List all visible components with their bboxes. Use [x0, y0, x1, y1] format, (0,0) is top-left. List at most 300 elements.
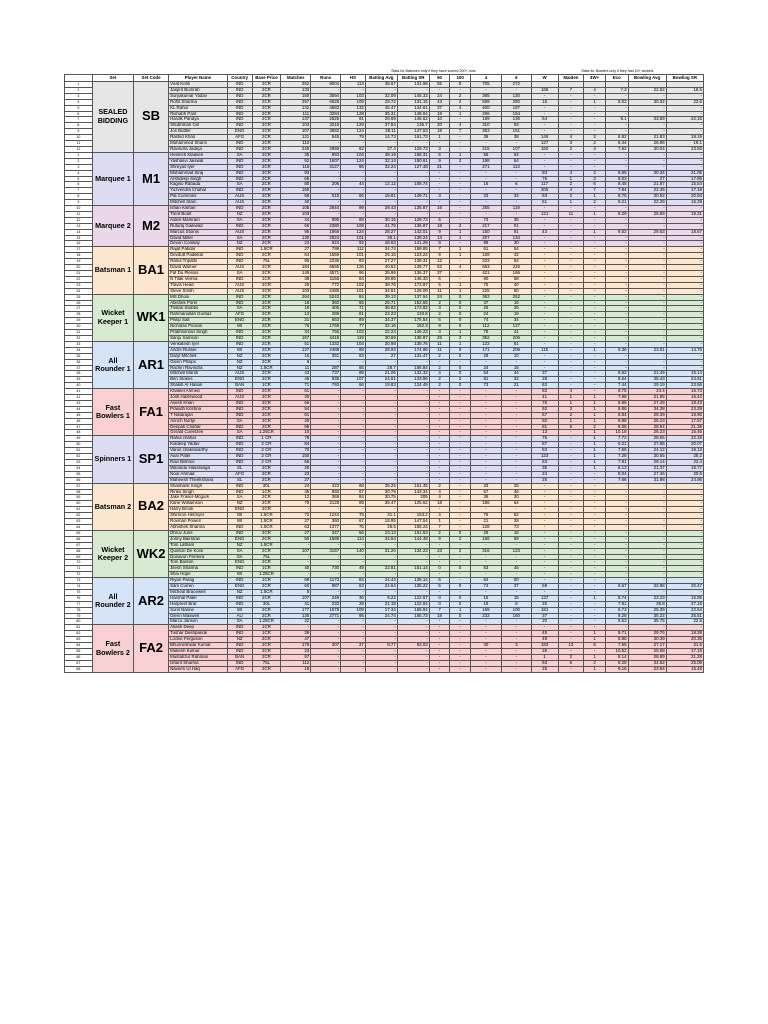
- base-price-cell: 2CR: [252, 164, 281, 170]
- stat-cell: 25.5: [365, 524, 397, 530]
- stat-cell: -: [429, 619, 450, 625]
- country-cell: IND: [227, 442, 252, 448]
- serial-cell: 9: [65, 200, 93, 206]
- stat-cell: 23: [281, 241, 311, 247]
- player-name-cell: Tom Banton: [169, 560, 228, 566]
- stat-cell: -: [628, 217, 666, 223]
- header-cell: Player Name: [169, 75, 228, 82]
- set-name-cell: Wicket Keeper 2: [92, 530, 133, 577]
- stat-cell: 8.74: [605, 595, 628, 601]
- stat-cell: 38.67: [365, 82, 397, 88]
- country-cell: IND: [227, 412, 252, 418]
- base-price-cell: 2CR: [252, 666, 281, 672]
- base-price-cell: 2CR: [252, 176, 281, 182]
- stat-cell: 316: [470, 548, 501, 554]
- stat-cell: 27: [628, 176, 666, 182]
- stat-cell: 11: [429, 288, 450, 294]
- stat-cell: -: [605, 353, 628, 359]
- stat-cell: -: [470, 660, 501, 666]
- player-name-cell: T Natarajan: [169, 412, 228, 418]
- stat-cell: 6565: [311, 265, 341, 271]
- stat-cell: -: [605, 507, 628, 513]
- stat-cell: 272: [501, 82, 531, 88]
- stat-cell: 35.25: [365, 483, 397, 489]
- stat-cell: -: [501, 465, 531, 471]
- stat-cell: -: [628, 554, 666, 560]
- stat-cell: 8.21: [605, 200, 628, 206]
- stat-cell: -: [470, 572, 501, 578]
- stat-cell: 80: [281, 182, 311, 188]
- base-price-cell: 2CR: [252, 194, 281, 200]
- base-price-cell: 2 CR: [252, 448, 281, 454]
- stat-cell: 37: [501, 584, 531, 590]
- stat-cell: 150: [281, 93, 311, 99]
- stat-cell: 5: [429, 282, 450, 288]
- stat-cell: -: [628, 93, 666, 99]
- stat-cell: -: [450, 649, 471, 655]
- serial-cell: 3: [65, 164, 93, 170]
- stat-cell: 138.76: [397, 341, 429, 347]
- stat-cell: -: [341, 400, 366, 406]
- stat-cell: 1: [450, 152, 471, 158]
- stat-cell: 15.14: [666, 371, 703, 377]
- player-name-cell: Akash Deep: [169, 625, 228, 631]
- stat-cell: 3: [584, 176, 606, 182]
- stat-cell: -: [365, 400, 397, 406]
- stat-cell: -: [584, 572, 606, 578]
- stat-cell: -: [341, 389, 366, 395]
- player-name-cell: Dhruv Jurel: [169, 530, 228, 536]
- stat-cell: -: [558, 241, 584, 247]
- stat-cell: -: [311, 359, 341, 365]
- stat-cell: -: [450, 276, 471, 282]
- stat-cell: -: [470, 412, 501, 418]
- stat-cell: -: [584, 365, 606, 371]
- stat-cell: -: [450, 448, 471, 454]
- stat-cell: 8.64: [605, 377, 628, 383]
- stat-cell: -: [558, 353, 584, 359]
- serial-cell: 46: [65, 418, 93, 424]
- stat-cell: 2: [429, 383, 450, 389]
- stat-cell: 28.69: [365, 117, 397, 123]
- stat-cell: 81: [531, 424, 558, 430]
- stat-cell: 24: [429, 93, 450, 99]
- player-name-cell: Shimron Hetmyer: [169, 513, 228, 519]
- stat-cell: 6: [501, 182, 531, 188]
- stat-cell: 10.18: [605, 430, 628, 436]
- stat-cell: 23.01: [628, 347, 666, 353]
- stat-cell: -: [531, 217, 558, 223]
- stat-cell: -: [341, 176, 366, 182]
- stat-cell: -: [429, 625, 450, 631]
- stat-cell: 37.84: [365, 123, 397, 129]
- stat-cell: -: [365, 412, 397, 418]
- stat-cell: -: [584, 507, 606, 513]
- set-name-cell: Batsman 2: [92, 483, 133, 530]
- stat-cell: -: [628, 353, 666, 359]
- stat-cell: -: [311, 436, 341, 442]
- stat-cell: 28.43: [365, 206, 397, 212]
- stat-cell: 924: [311, 241, 341, 247]
- stat-cell: 147.54: [397, 519, 429, 525]
- stat-cell: -: [628, 589, 666, 595]
- stat-cell: 56: [470, 152, 501, 158]
- stat-cell: -: [605, 495, 628, 501]
- stat-cell: -: [531, 259, 558, 265]
- stat-cell: 24.74: [365, 613, 397, 619]
- stat-cell: 25: [531, 601, 558, 607]
- stat-cell: -: [429, 649, 450, 655]
- stat-cell: -: [365, 666, 397, 672]
- stat-cell: -: [558, 548, 584, 554]
- stat-cell: 37: [429, 271, 450, 277]
- stat-cell: -: [365, 454, 397, 460]
- stat-cell: 1: [584, 211, 606, 217]
- stat-cell: 1: [584, 654, 606, 660]
- set-code-cell: FA2: [134, 625, 169, 672]
- stat-cell: -: [558, 536, 584, 542]
- stat-cell: -: [311, 619, 341, 625]
- stat-cell: 29.76: [628, 631, 666, 637]
- stat-cell: 23.23: [628, 595, 666, 601]
- stat-cell: -: [605, 341, 628, 347]
- player-name-cell: Jonny Bairstow: [169, 536, 228, 542]
- stat-cell: 0: [450, 613, 471, 619]
- stat-cell: 4: [450, 265, 471, 271]
- base-price-cell: 1CR: [252, 276, 281, 282]
- stat-cell: 21.85: [628, 395, 666, 401]
- player-name-cell: Ravi Bishnoi: [169, 460, 228, 466]
- player-name-cell: Andre Russel: [169, 347, 228, 353]
- country-cell: AFG: [227, 135, 252, 141]
- stat-cell: 9.71: [605, 631, 628, 637]
- stat-cell: 134.23: [397, 548, 429, 554]
- stat-cell: 186: [470, 501, 501, 507]
- stat-cell: 42: [501, 253, 531, 259]
- header-cell: [65, 75, 93, 82]
- stat-cell: 32.09: [365, 93, 397, 99]
- stat-cell: 8.04: [605, 471, 628, 477]
- stat-cell: -: [429, 211, 450, 217]
- stat-cell: 8.52: [605, 371, 628, 377]
- stat-cell: -: [501, 454, 531, 460]
- base-price-cell: 1CR: [252, 566, 281, 572]
- stat-cell: -: [628, 105, 666, 111]
- stat-cell: 23.13: [365, 530, 397, 536]
- stat-cell: 117: [531, 182, 558, 188]
- stat-cell: 50: [281, 536, 311, 542]
- stat-cell: -: [558, 607, 584, 613]
- stat-cell: -: [605, 294, 628, 300]
- base-price-cell: 30L: [252, 483, 281, 489]
- stat-cell: 2: [429, 300, 450, 306]
- player-name-cell: Rajat Patidar: [169, 247, 228, 253]
- stat-cell: -: [558, 489, 584, 495]
- stat-cell: -: [666, 578, 703, 584]
- stat-cell: -: [501, 424, 531, 430]
- stat-cell: 14.76: [666, 347, 703, 353]
- stat-cell: 32.98: [628, 584, 666, 590]
- stat-cell: 2: [429, 365, 450, 371]
- player-name-cell: Noor Ahmad: [169, 471, 228, 477]
- stat-cell: 8.96: [605, 637, 628, 643]
- stat-cell: -: [341, 625, 366, 631]
- stat-cell: 47: [281, 637, 311, 643]
- stat-cell: -: [584, 619, 606, 625]
- stat-cell: -: [531, 129, 558, 135]
- stat-cell: 6: [429, 318, 450, 324]
- country-cell: IND: [227, 247, 252, 253]
- stat-cell: 27: [365, 353, 397, 359]
- stat-cell: 36: [341, 595, 366, 601]
- stat-cell: 64: [501, 158, 531, 164]
- stat-cell: 26.23: [628, 418, 666, 424]
- stat-cell: -: [628, 536, 666, 542]
- player-name-cell: Yashasvi Jaiswal: [169, 158, 228, 164]
- stat-cell: 114: [341, 536, 366, 542]
- stat-cell: 24.61: [365, 377, 397, 383]
- stat-cell: -: [450, 117, 471, 123]
- stat-cell: 24.44: [365, 578, 397, 584]
- stat-cell: 0: [450, 601, 471, 607]
- stat-cell: 264: [281, 294, 311, 300]
- stat-cell: 29.58: [628, 649, 666, 655]
- header-cell: Set Code: [134, 75, 169, 82]
- stat-cell: -: [628, 335, 666, 341]
- stat-cell: 56: [341, 530, 366, 536]
- player-name-cell: Mustafizur Rahman: [169, 654, 228, 660]
- stat-cell: -: [470, 507, 501, 513]
- stat-cell: -: [501, 625, 531, 631]
- stat-cell: 44: [281, 217, 311, 223]
- player-name-cell: Quinton De Kock: [169, 548, 228, 554]
- stat-cell: 25: [501, 483, 531, 489]
- stat-cell: 13: [531, 430, 558, 436]
- stat-cell: -: [341, 465, 366, 471]
- country-cell: NZ: [227, 211, 252, 217]
- stat-cell: -: [584, 383, 606, 389]
- serial-cell: 79: [65, 613, 93, 619]
- stat-cell: 3: [429, 194, 450, 200]
- header-cell: Matches: [281, 75, 311, 82]
- country-cell: IND: [227, 123, 252, 129]
- country-cell: AUS: [227, 282, 252, 288]
- stat-cell: 58: [501, 276, 531, 282]
- stat-cell: -: [666, 247, 703, 253]
- stat-cell: -: [584, 206, 606, 212]
- stat-cell: 0: [450, 294, 471, 300]
- stat-cell: -: [666, 335, 703, 341]
- stat-cell: 351: [311, 353, 341, 359]
- stat-cell: -: [666, 288, 703, 294]
- stat-cell: -: [450, 424, 471, 430]
- stat-cell: -: [558, 229, 584, 235]
- stat-cell: -: [501, 412, 531, 418]
- stat-cell: 7: [429, 607, 450, 613]
- stat-cell: -: [365, 389, 397, 395]
- stat-cell: 7: [558, 87, 584, 93]
- stat-cell: 1: [584, 229, 606, 235]
- player-name-cell: Varun chakravarthy: [169, 448, 228, 454]
- stat-cell: 93: [531, 660, 558, 666]
- stat-cell: 993: [311, 152, 341, 158]
- stat-cell: -: [666, 235, 703, 241]
- stat-cell: 151.53: [397, 530, 429, 536]
- player-name-cell: Jitesh Sharma: [169, 566, 228, 572]
- stat-cell: -: [558, 637, 584, 643]
- set-code-cell: BA2: [134, 483, 169, 530]
- stat-cell: 66: [341, 383, 366, 389]
- stat-cell: -: [531, 483, 558, 489]
- stat-cell: -: [605, 536, 628, 542]
- stat-cell: 135.22: [397, 584, 429, 590]
- stat-cell: -: [628, 282, 666, 288]
- stat-cell: 9.03: [605, 176, 628, 182]
- stat-cell: -: [666, 353, 703, 359]
- stat-cell: 79: [281, 501, 311, 507]
- stat-cell: -: [605, 519, 628, 525]
- base-price-cell: 2CR: [252, 530, 281, 536]
- stat-cell: 1: [450, 111, 471, 117]
- stat-cell: -: [450, 519, 471, 525]
- stat-cell: 1: [450, 247, 471, 253]
- stat-cell: -: [666, 501, 703, 507]
- stat-cell: -: [341, 87, 366, 93]
- stat-cell: 30: [470, 643, 501, 649]
- stat-cell: 2: [558, 146, 584, 152]
- stat-cell: 0: [450, 595, 471, 601]
- stat-cell: 30.52: [628, 194, 666, 200]
- stat-cell: -: [666, 164, 703, 170]
- set-name-cell: All Rounder 1: [92, 341, 133, 388]
- stat-cell: -: [450, 194, 471, 200]
- stat-cell: -: [628, 271, 666, 277]
- stat-cell: -: [628, 247, 666, 253]
- stat-cell: 169: [470, 253, 501, 259]
- stat-cell: 1332: [311, 341, 341, 347]
- stat-cell: -: [605, 335, 628, 341]
- stat-cell: -: [584, 353, 606, 359]
- stat-cell: -: [531, 271, 558, 277]
- stat-cell: 18: [281, 666, 311, 672]
- stat-cell: -: [311, 572, 341, 578]
- stat-cell: 161.45: [397, 483, 429, 489]
- stat-cell: 57: [281, 654, 311, 660]
- stat-cell: 20: [531, 619, 558, 625]
- stat-cell: 18: [429, 501, 450, 507]
- player-name-cell: Shubhman Gill: [169, 123, 228, 129]
- serial-cell: 73: [65, 578, 93, 584]
- stat-cell: 93: [341, 259, 366, 265]
- serial-cell: 8: [65, 194, 93, 200]
- stat-cell: -: [558, 158, 584, 164]
- base-price-cell: 2CR: [252, 123, 281, 129]
- stat-cell: -: [558, 513, 584, 519]
- stat-cell: -: [584, 359, 606, 365]
- stat-cell: -: [558, 341, 584, 347]
- stat-cell: -: [311, 176, 341, 182]
- player-name-cell: Venkatesh Iyer: [169, 341, 228, 347]
- stat-cell: -: [584, 123, 606, 129]
- stat-cell: 206: [311, 182, 341, 188]
- stat-cell: 24: [531, 471, 558, 477]
- stat-cell: -: [605, 306, 628, 312]
- stat-cell: 63: [281, 524, 311, 530]
- header-cell: Eco: [605, 75, 628, 82]
- stat-cell: 6.82: [605, 135, 628, 141]
- stat-cell: -: [605, 111, 628, 117]
- stat-cell: 135.87: [397, 206, 429, 212]
- stat-cell: -: [628, 359, 666, 365]
- serial-cell: 11: [65, 211, 93, 217]
- player-name-cell: Rahul Tripathi: [169, 259, 228, 265]
- stat-cell: 935: [311, 377, 341, 383]
- serial-cell: 16: [65, 241, 93, 247]
- stat-cell: -: [531, 318, 558, 324]
- stat-cell: 0: [450, 566, 471, 572]
- country-cell: IND: [227, 105, 252, 111]
- stat-cell: 135.14: [397, 578, 429, 584]
- stat-cell: 65: [281, 176, 311, 182]
- stat-cell: 36: [470, 495, 501, 501]
- stat-cell: 40: [281, 418, 311, 424]
- stat-cell: -: [429, 395, 450, 401]
- stat-cell: 25: [429, 335, 450, 341]
- stat-cell: 0: [429, 601, 450, 607]
- serial-cell: 84: [65, 643, 93, 649]
- stat-cell: -: [311, 554, 341, 560]
- player-name-cell: Glenn Maxwell: [169, 613, 228, 619]
- stat-cell: -: [470, 477, 501, 483]
- base-price-cell: 2CR: [252, 536, 281, 542]
- stat-cell: -: [584, 288, 606, 294]
- stat-cell: -: [450, 454, 471, 460]
- stat-cell: 0: [450, 371, 471, 377]
- stat-cell: -: [531, 365, 558, 371]
- stat-cell: 95: [281, 259, 311, 265]
- stat-cell: -: [666, 495, 703, 501]
- stat-cell: -: [397, 430, 429, 436]
- stat-cell: 27: [281, 519, 311, 525]
- stat-cell: -: [429, 507, 450, 513]
- stat-cell: -: [531, 536, 558, 542]
- player-name-cell: Glenn Philips: [169, 359, 228, 365]
- stat-cell: -: [470, 454, 501, 460]
- stat-cell: 149: [531, 135, 558, 141]
- stat-cell: 161: [501, 129, 531, 135]
- stat-cell: -: [628, 519, 666, 525]
- serial-cell: 28: [65, 312, 93, 318]
- stat-cell: 17.95: [666, 176, 703, 182]
- stat-cell: -: [311, 188, 341, 194]
- stat-cell: -: [666, 241, 703, 247]
- country-cell: SA: [227, 235, 252, 241]
- stat-cell: 25.39: [628, 607, 666, 613]
- stat-cell: -: [470, 654, 501, 660]
- stat-cell: 289: [311, 312, 341, 318]
- stat-cell: -: [605, 318, 628, 324]
- stat-cell: -: [584, 105, 606, 111]
- stat-cell: 25: [281, 282, 311, 288]
- serial-cell: 6: [65, 111, 93, 117]
- serial-cell: 69: [65, 554, 93, 560]
- stat-cell: 1: [584, 666, 606, 672]
- stat-cell: -: [531, 495, 558, 501]
- base-price-cell: 2CR: [252, 395, 281, 401]
- stat-cell: -: [397, 631, 429, 637]
- stat-cell: 40: [281, 200, 311, 206]
- stat-cell: -: [341, 406, 366, 412]
